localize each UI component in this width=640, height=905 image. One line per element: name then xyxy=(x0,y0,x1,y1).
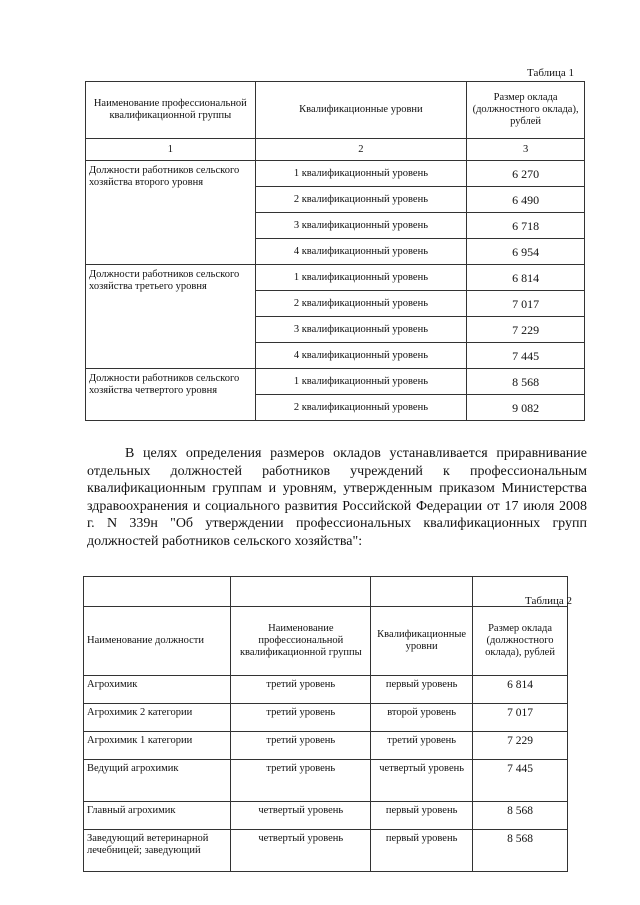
table1-level: 1 квалификационный уровень xyxy=(255,265,467,291)
table2-caption: Таблица 2 xyxy=(525,595,573,607)
table1-salary: 8 568 xyxy=(467,369,585,395)
table-row xyxy=(84,704,568,732)
table2-position: Ведущий агрохимик xyxy=(84,760,231,802)
table2-header-salary: Размер оклада (должностного оклада), рублей xyxy=(473,607,568,676)
table-row xyxy=(86,161,585,187)
table2-salary: 8 568 xyxy=(473,802,568,830)
table-row xyxy=(86,265,585,291)
table2-salary: 7 017 xyxy=(473,704,568,732)
table1-group-name: Должности работников сельского хозяйства четвертого уровня xyxy=(86,369,256,421)
table2-salary: 7 445 xyxy=(473,760,568,802)
table1-salary: 6 814 xyxy=(467,265,585,291)
table2-level: второй уровень xyxy=(371,704,473,732)
table1-salary: 7 017 xyxy=(467,291,585,317)
table1-salary: 6 490 xyxy=(467,187,585,213)
table2-header-levels: Квалификационные уровни xyxy=(371,607,473,676)
table-row xyxy=(84,676,568,704)
table-row xyxy=(86,369,585,395)
table1-level: 3 квалификационный уровень xyxy=(255,213,467,239)
table1-salary: 6 718 xyxy=(467,213,585,239)
table1-header-group: Наименование профессиональной квалификационной группы xyxy=(86,82,256,139)
table1-group-name: Должности работников сельского хозяйства второго уровня xyxy=(86,161,256,265)
table2-group: третий уровень xyxy=(231,676,371,704)
table1-level: 1 квалификационный уровень xyxy=(255,369,467,395)
table1-header-salary: Размер оклада (должностного оклада), рублей xyxy=(467,82,585,139)
table2-header-position: Наименование должности xyxy=(84,607,231,676)
table1-salary: 7 229 xyxy=(467,317,585,343)
table1-level: 2 квалификационный уровень xyxy=(255,395,467,421)
table2-salary: 7 229 xyxy=(473,732,568,760)
table-row xyxy=(84,802,568,830)
table2-header-group: Наименование профессиональной квалификационной группы xyxy=(231,607,371,676)
table2-level: четвертый уровень xyxy=(371,760,473,802)
body-paragraph xyxy=(87,445,587,550)
table1-level: 1 квалификационный уровень xyxy=(255,161,467,187)
table-row xyxy=(84,732,568,760)
table1-level: 3 квалификационный уровень xyxy=(255,317,467,343)
table2-group: третий уровень xyxy=(231,704,371,732)
table2-position: Агрохимик 1 категории xyxy=(84,732,231,760)
table1-header-levels: Квалификационные уровни xyxy=(255,82,467,139)
table1-salary: 9 082 xyxy=(467,395,585,421)
table1-level: 2 квалификационный уровень xyxy=(255,291,467,317)
table1-colnum: 2 xyxy=(255,139,467,161)
table2-level: первый уровень xyxy=(371,830,473,872)
table1 xyxy=(85,81,585,421)
table-row xyxy=(84,830,568,872)
table2-salary: 8 568 xyxy=(473,830,568,872)
body-paragraph-text: В целях определения размеров окладов устанавливается приравнивание отдельных должностей работников учреждений к профессиональным квалификационным группам и уровням, утвержденным приказом Министерства здравоохранения и социального развития Российской Федерации от 17 июля 2008 г. N 339н "Об утверждении профессиональных квалификационных групп должностей работников сельского хозяйства": xyxy=(87,446,587,549)
table1-level: 2 квалификационный уровень xyxy=(255,187,467,213)
table2-group: третий уровень xyxy=(231,760,371,802)
table1-salary: 6 270 xyxy=(467,161,585,187)
table2-position: Агрохимик xyxy=(84,676,231,704)
table1-group-name: Должности работников сельского хозяйства третьего уровня xyxy=(86,265,256,369)
table1-colnum: 3 xyxy=(467,139,585,161)
table2-position: Заведующий ветеринарной лечебницей; заведующий xyxy=(84,830,231,872)
table2-group: третий уровень xyxy=(231,732,371,760)
table1-level: 4 квалификационный уровень xyxy=(255,239,467,265)
table1-salary: 7 445 xyxy=(467,343,585,369)
table2-level: третий уровень xyxy=(371,732,473,760)
table2-group: четвертый уровень xyxy=(231,830,371,872)
table2-position: Агрохимик 2 категории xyxy=(84,704,231,732)
table2-salary: 6 814 xyxy=(473,676,568,704)
table1-salary: 6 954 xyxy=(467,239,585,265)
table1-level: 4 квалификационный уровень xyxy=(255,343,467,369)
table2-level: первый уровень xyxy=(371,676,473,704)
table-row xyxy=(84,760,568,802)
table1-caption: Таблица 1 xyxy=(527,67,575,79)
table2-position: Главный агрохимик xyxy=(84,802,231,830)
table2-group: четвертый уровень xyxy=(231,802,371,830)
table2 xyxy=(83,576,568,872)
table2-level: первый уровень xyxy=(371,802,473,830)
table1-colnum: 1 xyxy=(86,139,256,161)
